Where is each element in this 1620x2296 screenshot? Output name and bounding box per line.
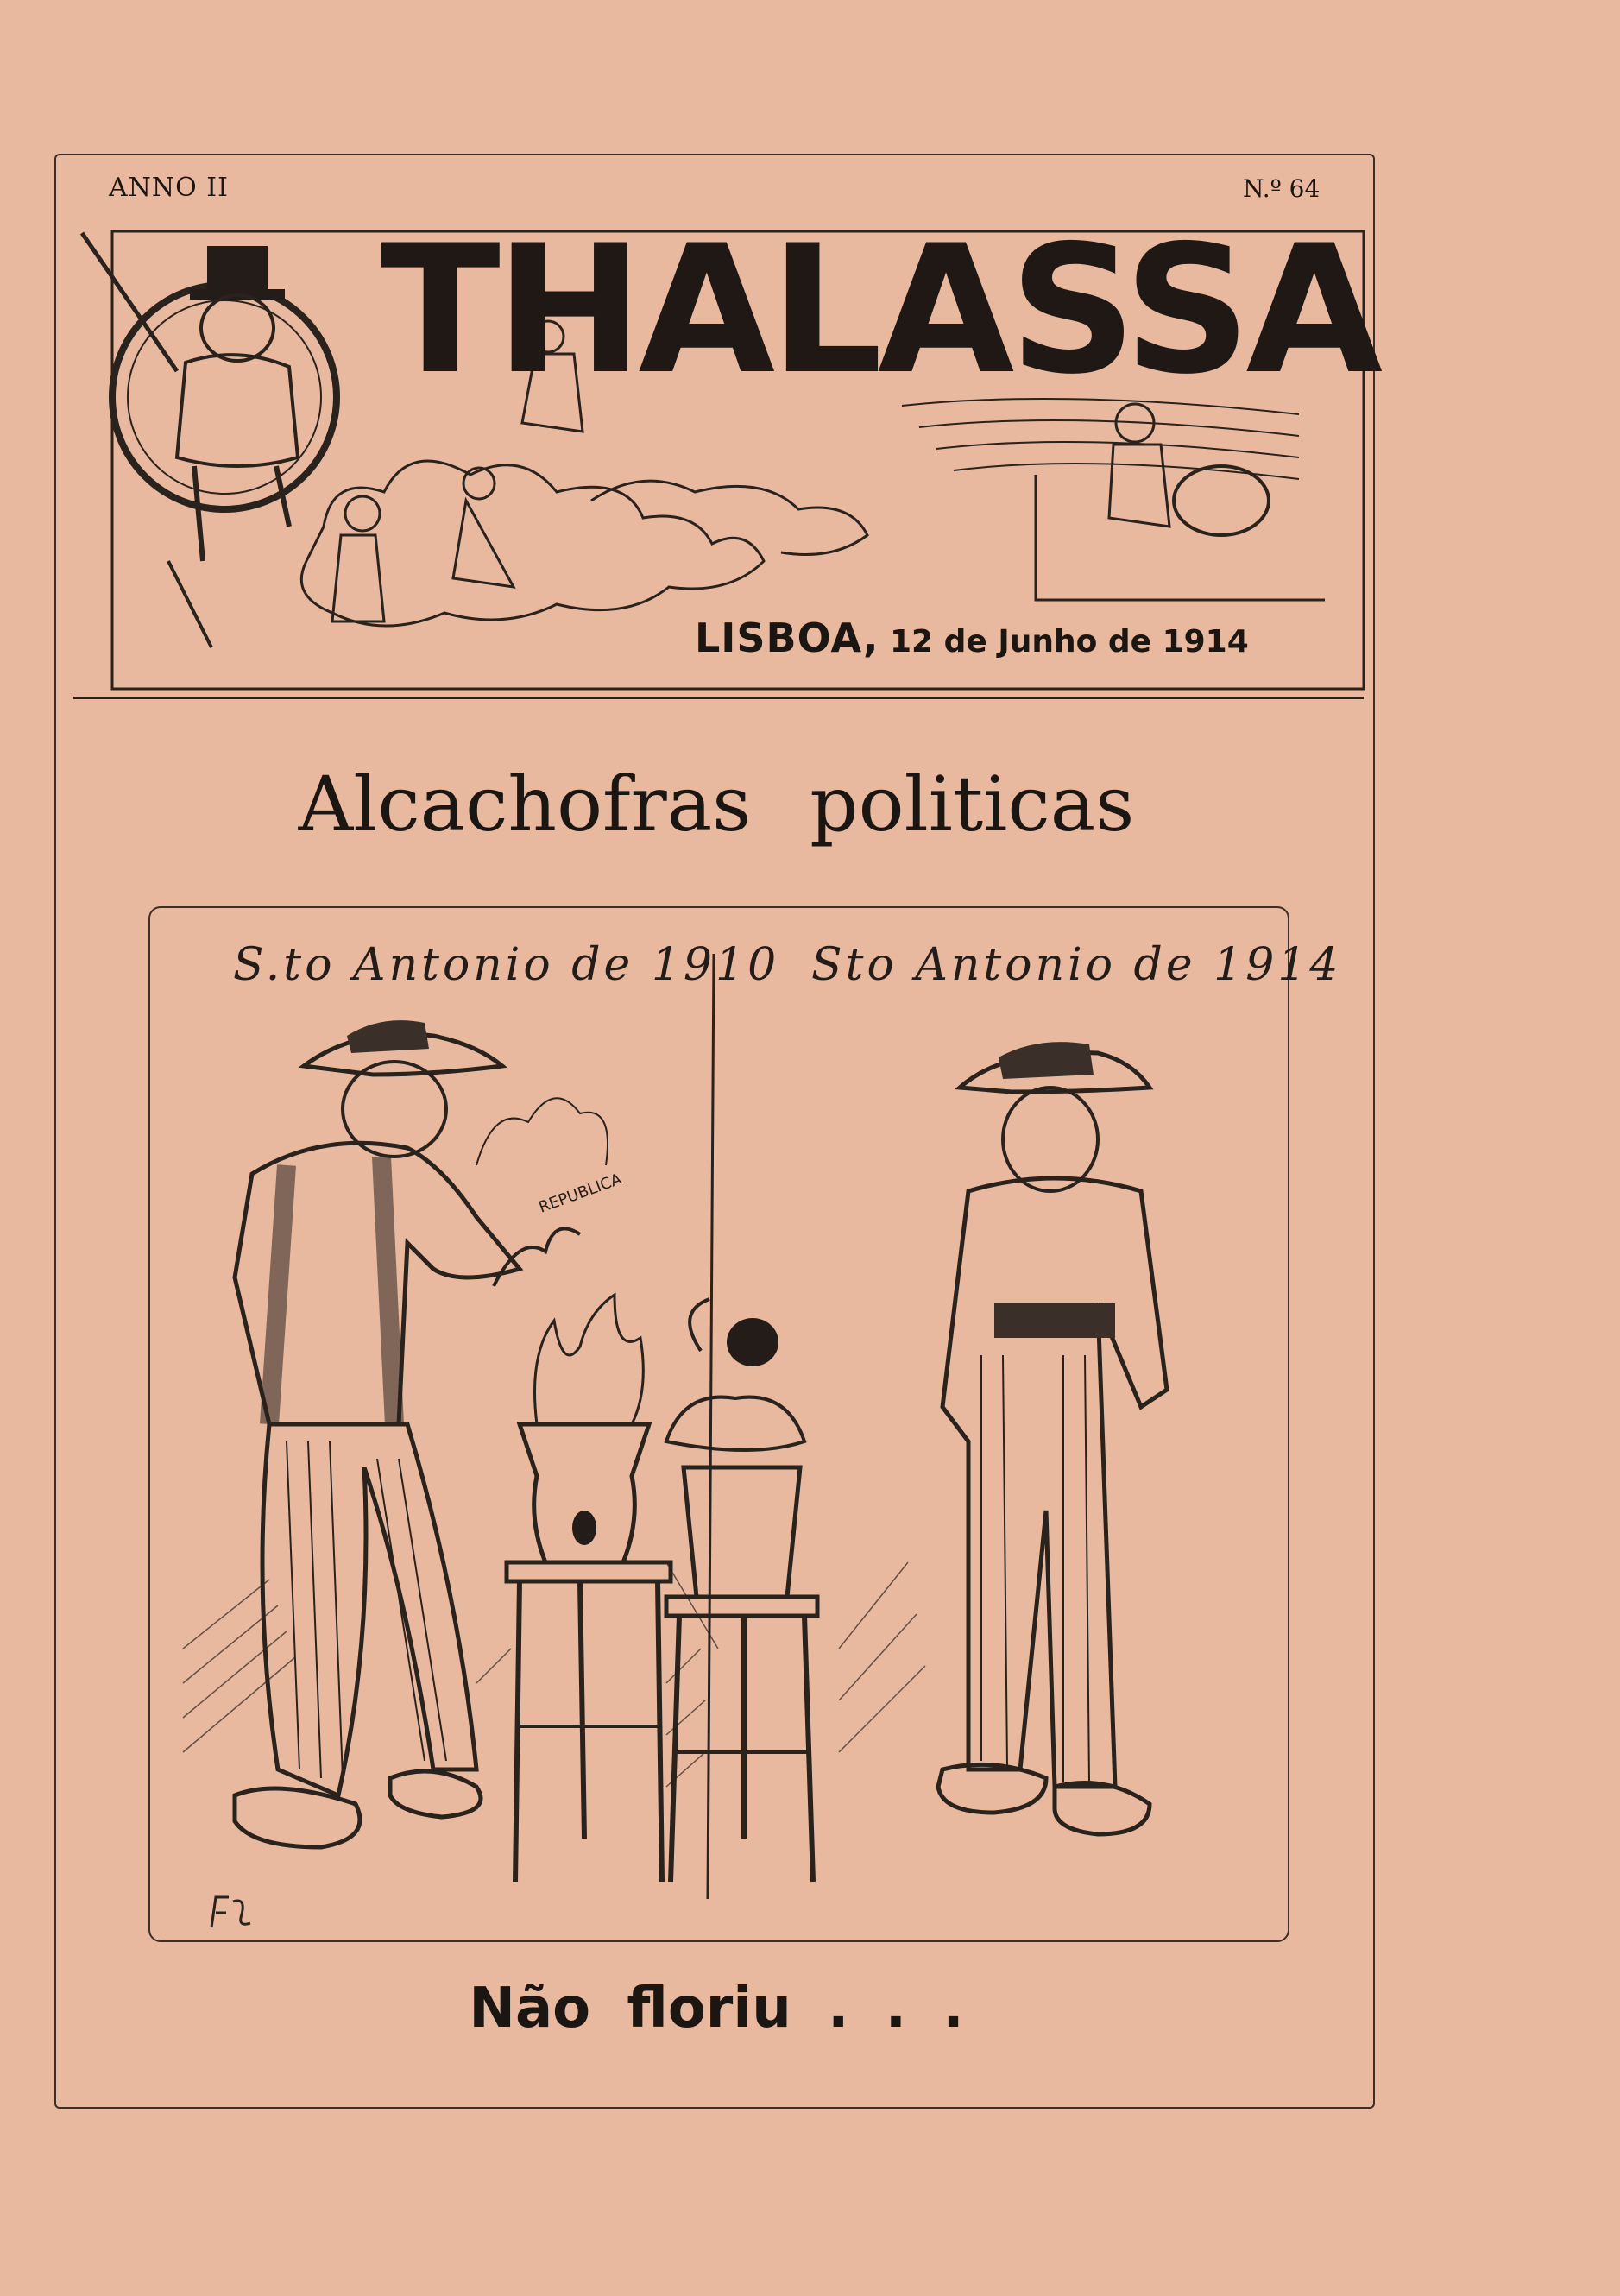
cartoon-illustration	[148, 906, 1289, 1942]
cartoon-bottom-caption: Não floriu . . .	[469, 1977, 964, 2041]
artist-signature-icon	[207, 1889, 259, 1932]
volume-label: ANNO II	[109, 173, 229, 203]
cartoon-left-caption: S.to Antonio de 1910	[233, 939, 780, 991]
masthead-title: THALASSA	[380, 208, 1378, 413]
republica-sign: REPUBLICA	[536, 1170, 625, 1217]
masthead-city: LISBOA,	[695, 615, 879, 661]
issue-number: N.º 64	[1243, 174, 1321, 203]
masthead-date-text: 12 de Junho de 1914	[889, 624, 1249, 659]
masthead-rule	[73, 697, 1364, 699]
masthead-date	[695, 615, 1249, 661]
cartoon-right-caption: Sto Antonio de 1914	[811, 939, 1342, 991]
article-headline: Alcachofras politicas	[298, 760, 1135, 848]
